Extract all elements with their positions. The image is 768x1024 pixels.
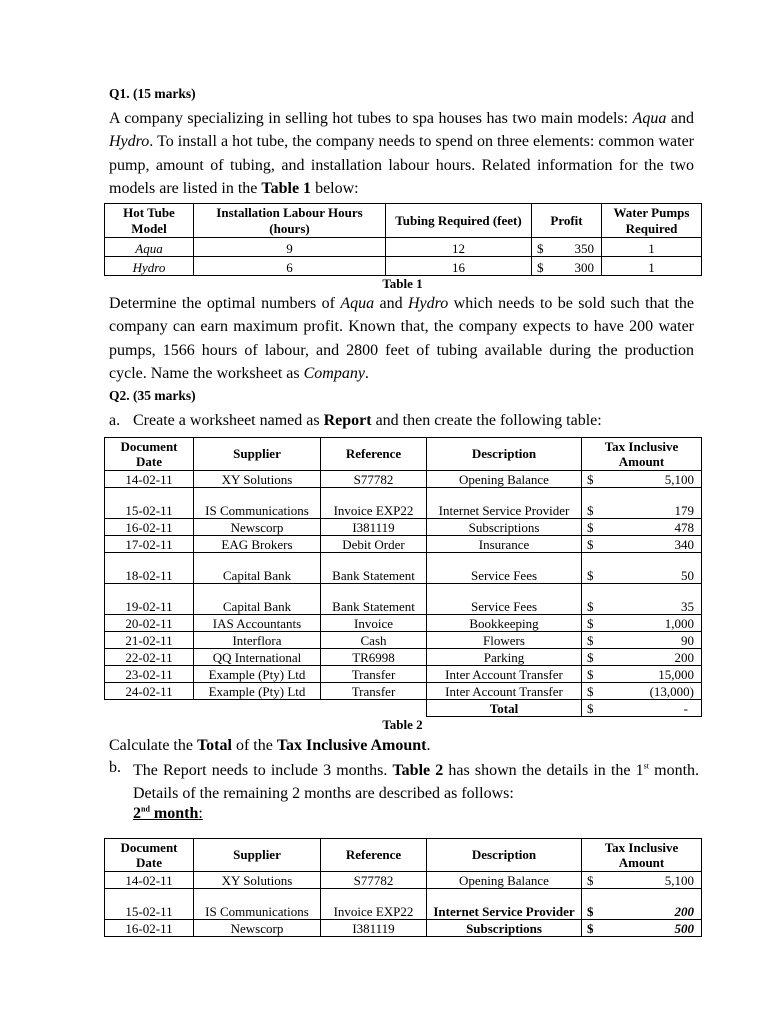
currency-symbol: $ xyxy=(587,615,594,631)
labour-cell: 6 xyxy=(194,257,386,276)
supplier-cell: Example (Pty) Ltd xyxy=(194,683,321,700)
table-month-2-header-date: Document Date xyxy=(105,839,194,872)
description-cell: Parking xyxy=(427,649,582,666)
date-cell: 19-02-11 xyxy=(105,584,194,615)
q1-task-paragraph: Determine the optimal numbers of Aqua and Hydro which needs to be sold such that the company can earn maximum profit. Known that, the company expects to have 200 water pumps, 1566 hours of labour, and 2800 feet of tubing available during the production cycle. Name the worksheet as Company. xyxy=(109,295,694,382)
table-row xyxy=(105,238,702,257)
amount-cell xyxy=(582,649,702,666)
amount-cell xyxy=(582,920,702,937)
currency-symbol: $ xyxy=(587,502,594,518)
reference-cell: TR6998 xyxy=(321,649,427,666)
profit-cell xyxy=(532,238,602,257)
pumps-cell: 1 xyxy=(602,257,702,276)
second-month-label: 2nd month: xyxy=(133,804,203,822)
supplier-cell: IAS Accountants xyxy=(194,615,321,632)
supplier-cell: Newscorp xyxy=(194,920,321,937)
model-cell: Hydro xyxy=(105,257,194,276)
table-row xyxy=(105,471,702,488)
description-cell: Subscriptions xyxy=(427,519,582,536)
date-cell: 14-02-11 xyxy=(105,471,194,488)
table-month-2-header-supplier: Supplier xyxy=(194,839,321,872)
table-2-header-row xyxy=(105,438,702,471)
amount-cell xyxy=(582,471,702,488)
table-month-2-header-reference: Reference xyxy=(321,839,427,872)
amount-cell xyxy=(582,889,702,920)
currency-symbol: $ xyxy=(587,519,594,535)
date-cell: 22-02-11 xyxy=(105,649,194,666)
currency-symbol: $ xyxy=(587,666,594,682)
date-cell: 21-02-11 xyxy=(105,632,194,649)
amount-cell xyxy=(582,519,702,536)
description-cell: Internet Service Provider xyxy=(427,889,582,920)
reference-cell: Bank Statement xyxy=(321,584,427,615)
currency-symbol: $ xyxy=(587,567,594,583)
amount-cell xyxy=(582,584,702,615)
supplier-cell: IS Communications xyxy=(194,889,321,920)
description-cell: Opening Balance xyxy=(427,471,582,488)
calculate-instruction: Calculate the Total of the Tax Inclusive Amount. xyxy=(109,737,431,754)
supplier-cell: Capital Bank xyxy=(194,584,321,615)
amount-cell xyxy=(582,683,702,700)
description-cell: Service Fees xyxy=(427,553,582,584)
supplier-cell: Newscorp xyxy=(194,519,321,536)
table-row xyxy=(105,920,702,937)
pumps-cell: 1 xyxy=(602,238,702,257)
model-cell: Aqua xyxy=(105,238,194,257)
supplier-cell: Interflora xyxy=(194,632,321,649)
reference-cell: S77782 xyxy=(321,471,427,488)
table-2-body xyxy=(105,471,702,700)
table-row xyxy=(105,889,702,920)
table-month-2-header-row xyxy=(105,839,702,872)
table-row xyxy=(105,257,702,276)
tubing-cell: 12 xyxy=(386,238,532,257)
table-row xyxy=(105,666,702,683)
date-cell: 23-02-11 xyxy=(105,666,194,683)
reference-cell: S77782 xyxy=(321,872,427,889)
description-cell: Flowers xyxy=(427,632,582,649)
reference-cell: Invoice xyxy=(321,615,427,632)
date-cell: 15-02-11 xyxy=(105,889,194,920)
amount-value: 478 xyxy=(674,519,694,535)
currency-symbol: $ xyxy=(587,598,594,614)
reference-cell: Transfer xyxy=(321,666,427,683)
reference-cell: Cash xyxy=(321,632,427,649)
currency-symbol: $ xyxy=(537,240,544,256)
table-2 xyxy=(104,437,701,733)
reference-cell: I381119 xyxy=(321,519,427,536)
reference-cell: Invoice EXP22 xyxy=(321,488,427,519)
supplier-cell: IS Communications xyxy=(194,488,321,519)
table-row xyxy=(105,649,702,666)
currency-symbol: $ xyxy=(587,632,594,648)
amount-value: 50 xyxy=(681,567,694,583)
table-2-caption: Table 2 xyxy=(382,717,423,732)
date-cell: 24-02-11 xyxy=(105,683,194,700)
table-row xyxy=(105,584,702,615)
currency-symbol: $ xyxy=(537,259,544,275)
currency-symbol: $ xyxy=(587,700,594,716)
amount-value: (13,000) xyxy=(649,683,694,699)
table-row xyxy=(105,519,702,536)
amount-value: 90 xyxy=(681,632,694,648)
table-row xyxy=(105,615,702,632)
table-1-header-row xyxy=(105,204,702,238)
description-cell: Internet Service Provider xyxy=(427,488,582,519)
description-cell: Opening Balance xyxy=(427,872,582,889)
table-row xyxy=(105,683,702,700)
amount-value: 500 xyxy=(674,920,694,936)
table-2-header-date: Document Date xyxy=(105,438,194,471)
item-a-label: a. xyxy=(109,412,121,429)
reference-cell: Debit Order xyxy=(321,536,427,553)
tubing-cell: 16 xyxy=(386,257,532,276)
amount-value: 179 xyxy=(674,502,694,518)
amount-value: 200 xyxy=(674,903,694,919)
date-cell: 16-02-11 xyxy=(105,519,194,536)
supplier-cell: QQ International xyxy=(194,649,321,666)
profit-cell xyxy=(532,257,602,276)
reference-cell: Bank Statement xyxy=(321,553,427,584)
amount-value: 340 xyxy=(674,536,694,552)
amount-cell xyxy=(582,872,702,889)
table-1-header-model: Hot Tube Model xyxy=(105,204,194,238)
total-label: Total xyxy=(427,700,582,717)
table-row xyxy=(105,872,702,889)
table-month-2-body xyxy=(105,872,702,937)
table-1 xyxy=(104,203,701,292)
amount-cell xyxy=(582,666,702,683)
table-row xyxy=(105,488,702,519)
table-2-total-row xyxy=(105,700,702,717)
amount-value: 35 xyxy=(681,598,694,614)
table-2-header-amount: Tax Inclusive Amount xyxy=(582,438,702,471)
currency-symbol: $ xyxy=(587,649,594,665)
currency-symbol: $ xyxy=(587,471,594,487)
description-cell: Insurance xyxy=(427,536,582,553)
table-month-2-header-amount: Tax Inclusive Amount xyxy=(582,839,702,872)
description-cell: Inter Account Transfer xyxy=(427,683,582,700)
amount-value: 5,100 xyxy=(664,872,694,888)
supplier-cell: XY Solutions xyxy=(194,471,321,488)
description-cell: Service Fees xyxy=(427,584,582,615)
description-cell: Bookkeeping xyxy=(427,615,582,632)
table-1-header-profit: Profit xyxy=(532,204,602,238)
supplier-cell: Capital Bank xyxy=(194,553,321,584)
amount-cell xyxy=(582,488,702,519)
amount-value: 200 xyxy=(674,649,694,665)
total-amount-cell xyxy=(582,700,702,717)
table-2-header-description: Description xyxy=(427,438,582,471)
table-1-header-labour: Installation Labour Hours (hours) xyxy=(194,204,386,238)
table-1-header-pumps: Water Pumps Required xyxy=(602,204,702,238)
table-2-header-reference: Reference xyxy=(321,438,427,471)
date-cell: 17-02-11 xyxy=(105,536,194,553)
date-cell: 16-02-11 xyxy=(105,920,194,937)
currency-symbol: $ xyxy=(587,683,594,699)
table-row xyxy=(105,536,702,553)
amount-value: 5,100 xyxy=(664,471,694,487)
table-row xyxy=(105,632,702,649)
table-month-2-header-description: Description xyxy=(427,839,582,872)
profit-value: 300 xyxy=(574,259,594,275)
q2-heading: Q2. (35 marks) xyxy=(109,388,196,403)
item-b-text: The Report needs to include 3 months. Table 2 has shown the details in the 1st month. Details of the remaining 2 months are described as follows: xyxy=(133,761,700,803)
amount-value: 1,000 xyxy=(664,615,694,631)
amount-cell xyxy=(582,632,702,649)
table-month-2 xyxy=(104,838,701,937)
amount-cell xyxy=(582,536,702,553)
total-amount-value: - xyxy=(683,700,688,716)
date-cell: 20-02-11 xyxy=(105,615,194,632)
currency-symbol: $ xyxy=(587,903,594,919)
supplier-cell: Example (Pty) Ltd xyxy=(194,666,321,683)
labour-cell: 9 xyxy=(194,238,386,257)
q2-item-b xyxy=(109,759,699,806)
reference-cell: Invoice EXP22 xyxy=(321,889,427,920)
amount-cell xyxy=(582,615,702,632)
currency-symbol: $ xyxy=(587,872,594,888)
q1-heading: Q1. (15 marks) xyxy=(109,86,196,101)
supplier-cell: EAG Brokers xyxy=(194,536,321,553)
currency-symbol: $ xyxy=(587,536,594,552)
reference-cell: Transfer xyxy=(321,683,427,700)
table-1-header-tubing: Tubing Required (feet) xyxy=(386,204,532,238)
date-cell: 18-02-11 xyxy=(105,553,194,584)
description-cell: Subscriptions xyxy=(427,920,582,937)
amount-value: 15,000 xyxy=(658,666,694,682)
q1-intro-paragraph: A company specializing in selling hot tubes to spa houses has two main models: Aqua and Hydro. To install a hot tube, the company needs to spend on three elements: common water pump, amount of tubing, and installation labour hours. Related information for the two models are listed in the Table 1 below: xyxy=(109,110,694,197)
reference-cell: I381119 xyxy=(321,920,427,937)
table-1-caption: Table 1 xyxy=(382,276,423,291)
supplier-cell: XY Solutions xyxy=(194,872,321,889)
item-b-label: b. xyxy=(109,759,121,776)
table-row xyxy=(105,553,702,584)
date-cell: 14-02-11 xyxy=(105,872,194,889)
profit-value: 350 xyxy=(574,240,594,256)
currency-symbol: $ xyxy=(587,920,594,936)
amount-cell xyxy=(582,553,702,584)
q2-item-a xyxy=(109,412,699,430)
description-cell: Inter Account Transfer xyxy=(427,666,582,683)
date-cell: 15-02-11 xyxy=(105,488,194,519)
table-2-header-supplier: Supplier xyxy=(194,438,321,471)
item-a-text: Create a worksheet named as Report and then create the following table: xyxy=(133,412,602,429)
